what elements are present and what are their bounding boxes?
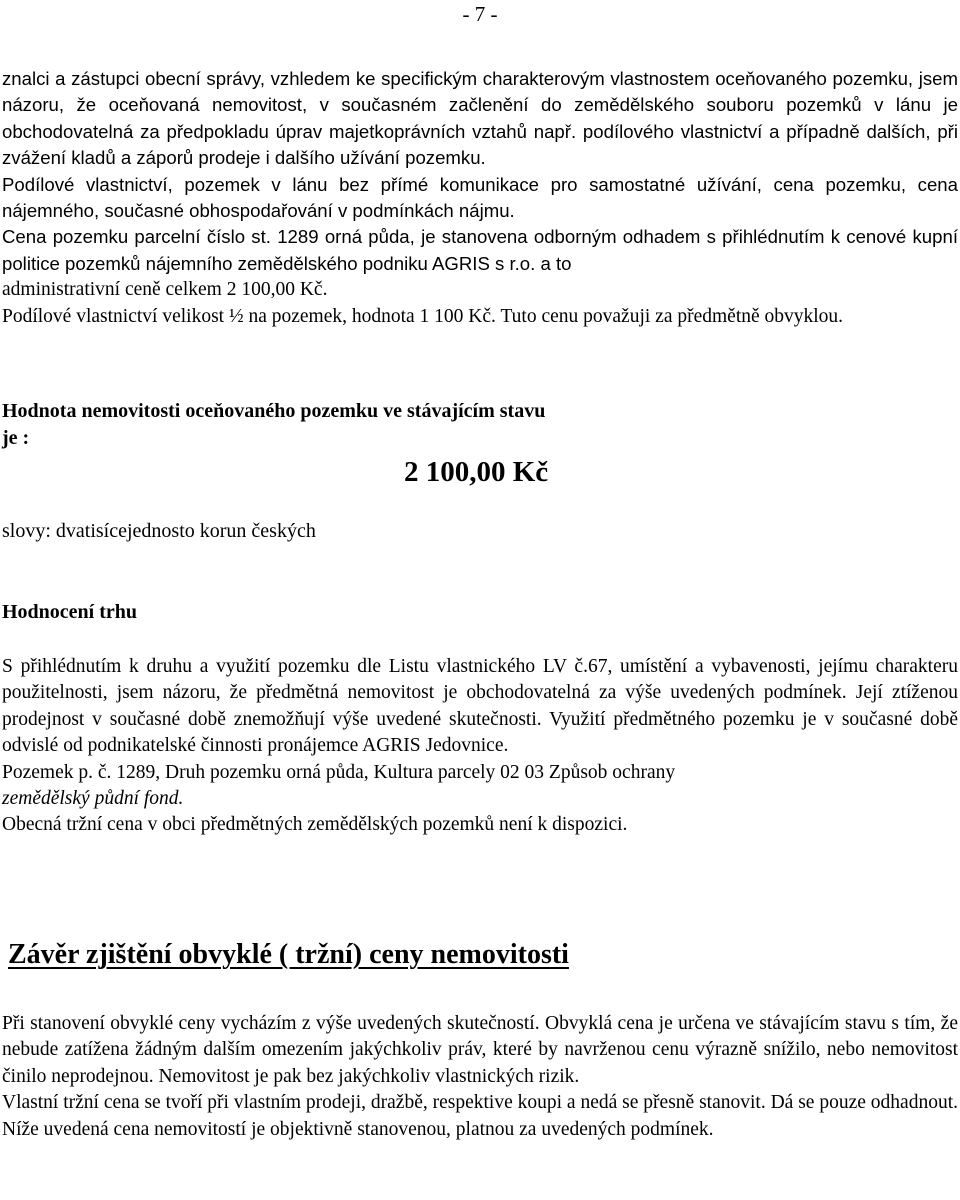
market-paragraph: S přihlédnutím k druhu a využití pozemku dle Listu vlastnického LV č.67, umístění a vybavenosti, jejímu charakteru použitelnosti, jsem názoru, že předmětná nemovitost je obchodovatelná za výše uvedených podmínek. Její ztíženou prodejnost v současné době znemožňují výše uvedené skutečnosti. Využití předmětného pozemku je v současné době odvislé od podnikatelské činnosti pronájemce AGRIS Jedovnice. (2, 656, 958, 757)
price-paragraph-end: administrativní ceně celkem 2 100,00 Kč. (2, 279, 328, 301)
protection-type: zemědělský půdní fond. (2, 788, 184, 810)
market-price-note: Obecná tržní cena v obci předmětných zemědělských pozemků není k dispozici. (2, 814, 628, 836)
opening-paragraph: znalci a zástupci obecní správy, vzhledem ke specifickým charakterovým vlastnostem oceňovaného pozemku, jsem názoru, že oceňovaná nemovitost, v současném začlenění do zemědělského souboru pozemků v lánu je obchodovatelná za předpokladu úprav majetkoprávních vztahů např. podílového vlastnictví a případně dalších, při zvážení kladů a záporů prodeje i dalšího užívání pozemku. (2, 68, 958, 169)
valuation-heading: Hodnota nemovitosti oceňovaného pozemku ve stávajícím stavu (2, 400, 546, 422)
page-number: - 7 - (462, 2, 498, 26)
co-ownership-paragraph: Podílové vlastnictví, pozemek v lánu bez přímé komunikace pro samostatné užívání, cena pozemku, cena nájemného, současné obhospodařování v podmínkách nájmu. (2, 173, 958, 222)
valuation-heading-suffix: je : (2, 427, 30, 449)
conclusion-heading: Závěr zjištění obvyklé ( tržní) ceny nemovitosti (8, 939, 569, 970)
market-section (2, 654, 958, 839)
conclusion-section (2, 1011, 958, 1143)
market-heading: Hodnocení trhu (2, 601, 138, 623)
opening-section (2, 66, 958, 330)
valuation-amount: 2 100,00 Kč (404, 456, 549, 488)
parcel-details: Pozemek p. č. 1289, Druh pozemku orná půda, Kultura parcely 02 03 Způsob ochrany (2, 761, 676, 783)
valuation-in-words: slovy: dvatisícejednosto korun českých (2, 520, 316, 542)
parcel-paragraph (2, 760, 958, 813)
price-paragraph: Cena pozemku parcelní číslo st. 1289 orná půda, je stanovena odborným odhadem s přihlédnutím k cenové kupní politice pozemků nájemního zemědělského podniku AGRIS s r.o. a to (2, 226, 958, 274)
market-price-paragraph: Vlastní tržní cena se tvoří při vlastním prodeji, dražbě, respektive koupi a nedá se přesně stanovit. Dá se pouze odhadnout. Níže uvedená cena nemovitostí je objektivně stanovenou, platnou za uvedených podmínek. (2, 1092, 958, 1140)
conclusion-paragraph: Při stanovení obvyklé ceny vycházím z výše uvedených skutečností. Obvyklá cena je určena ve stávajícím stavu s tím, že nebude zatížena žádným dalším omezením jakýchkoliv práv, které by navrženou cenu výrazně snížilo, nebo nemovitost činilo neprodejnou. Nemovitost je pak bez jakýchkoliv vlastnických rizik. (2, 1013, 958, 1087)
share-value-paragraph: Podílové vlastnictví velikost ½ na pozemek, hodnota 1 100 Kč. Tuto cenu považuji za předmětně obvyklou. (2, 305, 844, 327)
